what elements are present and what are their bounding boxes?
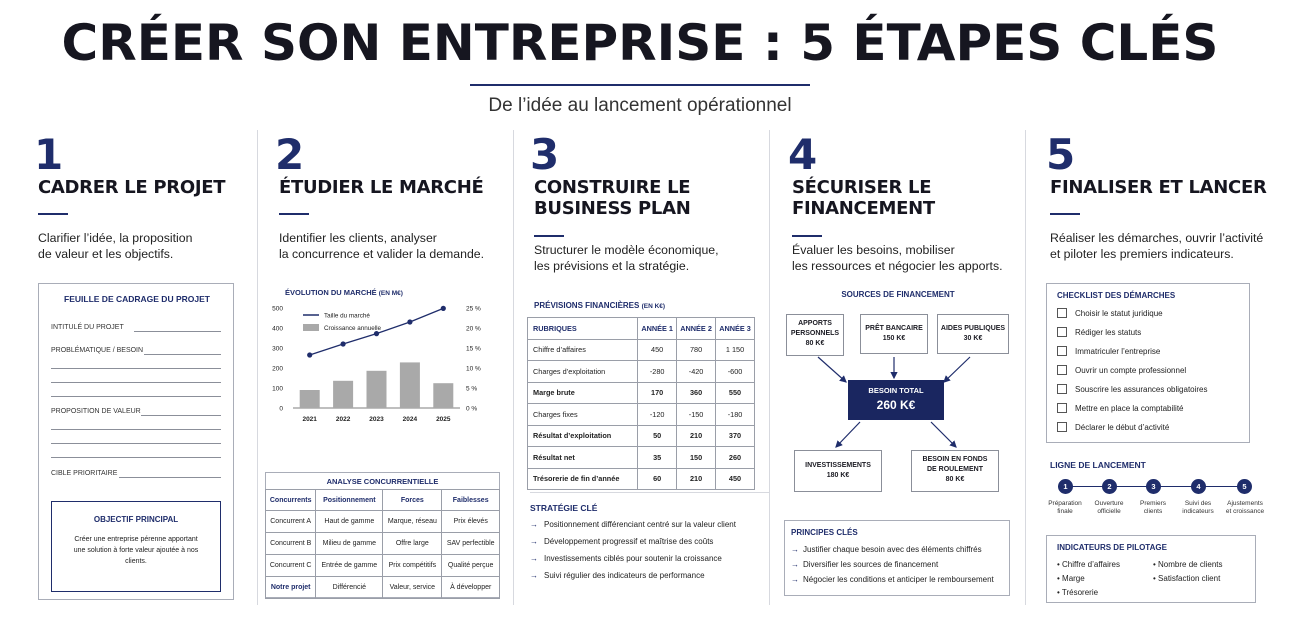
x-tick-label: 2023 xyxy=(369,416,384,423)
arrow-right-icon: → xyxy=(530,520,538,529)
cell: 170 xyxy=(638,382,677,404)
use-box xyxy=(911,450,999,492)
objective-text: Créer une entreprise pérenne apportant une solution à forte valeur ajoutée à nos clients. xyxy=(73,536,199,565)
step-number: 2 xyxy=(275,130,305,179)
cell: SAV perfectible xyxy=(442,533,500,555)
table-row xyxy=(266,511,500,533)
strategy-item-text: Positionnement différenciant centré sur la valeur client xyxy=(544,520,736,529)
cell: Notre projet xyxy=(266,577,316,599)
step-number: 4 xyxy=(788,130,818,179)
competition-title: ANALYSE CONCURRENTIELLE xyxy=(326,477,439,486)
title-underline xyxy=(470,84,810,86)
timeline-step: 3 xyxy=(1146,479,1161,494)
checkbox[interactable] xyxy=(1057,403,1067,413)
cell: Prix élevés xyxy=(442,511,500,533)
competition-table xyxy=(265,489,500,599)
cell: 450 xyxy=(716,468,755,490)
cell: 150 xyxy=(677,447,716,469)
x-tick-label: 2022 xyxy=(335,416,351,423)
step-title-rule xyxy=(38,213,68,215)
cell: 550 xyxy=(716,382,755,404)
indicator-text: Trésorerie xyxy=(1061,588,1099,597)
checklist-label: Choisir le statut juridique xyxy=(1075,309,1163,318)
field-line[interactable] xyxy=(51,382,221,383)
source-value: 150 K€ xyxy=(882,335,906,342)
total-value: 260 K€ xyxy=(876,398,916,412)
step-5-column xyxy=(1046,130,1296,630)
cell: 1 150 xyxy=(716,339,755,361)
chart-title-text: ÉVOLUTION DU MARCHÉ xyxy=(285,288,379,297)
step-title-rule xyxy=(1050,213,1080,215)
step-title-rule xyxy=(534,235,564,237)
principle-item xyxy=(791,575,994,584)
step-title: CADRER LE PROJET xyxy=(38,177,226,198)
y-tick-label: 500 xyxy=(272,305,283,313)
indicator-text: Nombre de clients xyxy=(1158,560,1223,569)
forecast-unit: (EN K€) xyxy=(641,303,666,310)
page-title: CRÉER SON ENTREPRISE : 5 ÉTAPES CLÉS xyxy=(61,14,1219,72)
y2-tick-label: 0 % xyxy=(466,405,478,413)
timeline-step-label: Ouverture officielle xyxy=(1094,500,1124,515)
legend-label: Croissance annuelle xyxy=(324,325,382,332)
cell: 780 xyxy=(677,339,716,361)
indicator-text: Satisfaction client xyxy=(1158,574,1221,583)
cell: Valeur, service xyxy=(383,577,442,599)
strategy-title: STRATÉGIE CLÉ xyxy=(530,503,598,513)
cell: Entrée de gamme xyxy=(316,555,383,577)
arrow-right-icon: → xyxy=(791,575,799,584)
field-line[interactable] xyxy=(51,368,221,369)
checklist-item[interactable] xyxy=(1057,365,1186,375)
arrow-right-icon: → xyxy=(791,560,799,569)
step-description: Réaliser les démarches, ouvrir l’activité et piloter les premiers indicateurs. xyxy=(1050,231,1264,261)
principle-text: Diversifier les sources de financement xyxy=(803,560,939,569)
indicator-text: Marge xyxy=(1062,574,1085,583)
strategy-item-text: Investissements ciblés pour soutenir la croissance xyxy=(544,554,722,563)
cell: 260 xyxy=(716,447,755,469)
col-header: Concurrents xyxy=(266,490,316,511)
cell: 60 xyxy=(638,468,677,490)
cell: 35 xyxy=(638,447,677,469)
step-title-rule xyxy=(279,213,309,215)
cell: Concurrent A xyxy=(266,511,316,533)
cell: Prix compétitifs xyxy=(383,555,442,577)
source-label: APPORTS PERSONNELS xyxy=(790,320,840,337)
cell: -180 xyxy=(716,404,755,426)
x-tick-label: 2024 xyxy=(402,416,418,423)
step-title: FINALISER ET LANCER xyxy=(1050,177,1267,198)
field-line[interactable] xyxy=(51,396,221,397)
timeline-step: 1 xyxy=(1058,479,1073,494)
timeline-step-label: Préparation finale xyxy=(1048,500,1082,515)
strategy-item xyxy=(530,554,722,563)
checkbox[interactable] xyxy=(1057,365,1067,375)
bar xyxy=(400,362,420,408)
checklist-item[interactable] xyxy=(1057,422,1169,432)
table-row xyxy=(528,468,755,490)
field-label: PROPOSITION DE VALEUR xyxy=(51,408,141,415)
step-number: 1 xyxy=(34,130,64,179)
checklist-box xyxy=(1046,283,1250,443)
use-value: 80 K€ xyxy=(945,476,965,483)
data-point xyxy=(341,341,346,346)
indicators-title: INDICATEURS DE PILOTAGE xyxy=(1057,543,1167,552)
table-row xyxy=(528,361,755,383)
source-value: 30 K€ xyxy=(963,335,983,342)
cell: 360 xyxy=(677,382,716,404)
total-need-box xyxy=(848,380,944,420)
page-subtitle: De l’idée au lancement opérationnel xyxy=(488,95,792,116)
y2-tick-label: 20 % xyxy=(466,325,481,333)
checkbox[interactable] xyxy=(1057,422,1067,432)
forecast-title-text: PRÉVISIONS FINANCIÈRES xyxy=(534,301,640,310)
cell: 210 xyxy=(677,425,716,447)
principle-item xyxy=(791,560,938,569)
strategy-item xyxy=(530,520,736,529)
use-box xyxy=(794,450,882,492)
arrow-right-icon: → xyxy=(530,571,538,580)
cell: -150 xyxy=(677,404,716,426)
y2-tick-label: 25 % xyxy=(466,305,481,313)
market-chart xyxy=(272,286,505,456)
y2-tick-label: 5 % xyxy=(466,385,478,393)
field-line[interactable] xyxy=(119,477,221,478)
cell: Haut de gamme xyxy=(316,511,383,533)
y-tick-label: 100 xyxy=(272,385,283,393)
checklist-label: Souscrire les assurances obligatoires xyxy=(1075,385,1208,394)
col-header: Positionnement xyxy=(316,490,383,511)
timeline-title: LIGNE DE LANCEMENT xyxy=(1050,460,1146,470)
col-header: ANNÉE 2 xyxy=(677,318,716,340)
indicator-item: • Trésorerie xyxy=(1057,588,1099,597)
indicator-item: • Nombre de clients xyxy=(1153,560,1223,569)
step-1-column xyxy=(34,130,284,630)
use-value: 180 K€ xyxy=(826,472,850,479)
checkbox[interactable] xyxy=(1057,346,1067,356)
timeline-step: 2 xyxy=(1102,479,1117,494)
strategy-item xyxy=(530,571,705,580)
step-description: Identifier les clients, analyser la concurrence et valider la demande. xyxy=(279,231,485,261)
field-label: CIBLE PRIORITAIRE xyxy=(51,470,118,477)
arrow-right-icon: → xyxy=(530,537,538,546)
cell: -280 xyxy=(638,361,677,383)
cell: Milieu de gamme xyxy=(316,533,383,555)
step-description: Évaluer les besoins, mobiliser les ressources et négocier les apports. xyxy=(792,243,1003,273)
col-header: Faiblesses xyxy=(442,490,500,511)
col-header: RUBRIQUES xyxy=(528,318,638,340)
y2-tick-label: 15 % xyxy=(466,345,481,353)
timeline-step-label: Suivi des indicateurs xyxy=(1182,500,1214,515)
table-row xyxy=(528,382,755,404)
forecast-table xyxy=(527,317,755,490)
cell: 50 xyxy=(638,425,677,447)
cell: Marque, réseau xyxy=(383,511,442,533)
objective-box xyxy=(51,501,221,592)
cell: Charges d’exploitation xyxy=(528,361,638,383)
field-line[interactable] xyxy=(51,429,221,430)
arrow-right-icon: → xyxy=(791,545,799,554)
checkbox[interactable] xyxy=(1057,327,1067,337)
field-line[interactable] xyxy=(144,354,221,355)
field-label: PROBLÉMATIQUE / BESOIN xyxy=(51,347,144,354)
step-title-rule xyxy=(792,235,822,237)
legend-label: Taille du marché xyxy=(324,312,370,320)
checklist-item[interactable] xyxy=(1057,403,1184,413)
cadrage-sheet xyxy=(38,283,234,600)
checklist-label: Mettre en place la comptabilité xyxy=(1075,404,1184,413)
cadrage-title: FEUILLE DE CADRAGE DU PROJET xyxy=(64,294,210,304)
source-box xyxy=(937,314,1009,354)
legend-bar-swatch xyxy=(303,324,319,331)
step-description: Structurer le modèle économique, les prévisions et la stratégie. xyxy=(534,243,719,273)
chart-title-unit: (EN M€) xyxy=(378,290,403,297)
col-header: ANNÉE 1 xyxy=(638,318,677,340)
objective-title: OBJECTIF PRINCIPAL xyxy=(93,515,179,524)
checkbox[interactable] xyxy=(1057,384,1067,394)
table-row xyxy=(528,404,755,426)
cell: 370 xyxy=(716,425,755,447)
y-tick-label: 0 xyxy=(279,405,283,413)
y-tick-label: 300 xyxy=(272,345,283,353)
field-line[interactable] xyxy=(51,457,221,458)
cell: Charges fixes xyxy=(528,404,638,426)
field-label: INTITULÉ DU PROJET xyxy=(51,324,124,331)
step-2-column xyxy=(269,130,525,630)
principle-text: Négocier les conditions et anticiper le remboursement xyxy=(803,575,994,584)
cell: Offre large xyxy=(383,533,442,555)
source-label: AIDES PUBLIQUES xyxy=(940,325,1006,332)
cell: Concurrent B xyxy=(266,533,316,555)
checklist-item[interactable] xyxy=(1057,384,1208,394)
bar xyxy=(333,381,353,408)
bar xyxy=(433,383,453,408)
x-tick-label: 2021 xyxy=(302,416,317,423)
source-value: 80 K€ xyxy=(805,340,825,347)
cell: Différencié xyxy=(316,577,383,599)
use-label: BESOIN EN FONDS DE ROULEMENT xyxy=(922,456,988,473)
cell: À développer xyxy=(442,577,500,599)
field-line[interactable] xyxy=(141,415,221,416)
principle-text: Justifier chaque besoin avec des éléments chiffrés xyxy=(803,545,982,554)
y-tick-label: 200 xyxy=(272,365,283,373)
data-point xyxy=(407,319,412,324)
cell: Résultat net xyxy=(528,447,638,469)
x-tick-label: 2025 xyxy=(436,416,451,423)
table-row xyxy=(266,577,500,599)
step-4-column xyxy=(788,130,1038,630)
step-title: CONSTRUIRE LE BUSINESS PLAN xyxy=(534,177,691,219)
cell: Chiffre d’affaires xyxy=(528,339,638,361)
bar xyxy=(367,371,387,408)
step-number: 5 xyxy=(1046,130,1076,179)
col-header: ANNÉE 3 xyxy=(716,318,755,340)
col-header: Forces xyxy=(383,490,442,511)
timeline-step: 5 xyxy=(1237,479,1252,494)
principle-item xyxy=(791,545,982,554)
chart-title xyxy=(285,288,403,297)
arrow-right-icon: → xyxy=(530,554,538,563)
y2-tick-label: 10 % xyxy=(466,365,481,373)
cell: -600 xyxy=(716,361,755,383)
checklist-item[interactable] xyxy=(1057,327,1141,337)
table-row xyxy=(266,555,500,577)
indicator-item: • Satisfaction client xyxy=(1153,574,1221,583)
bar xyxy=(300,390,320,408)
table-row xyxy=(528,447,755,469)
total-label: BESOIN TOTAL xyxy=(868,386,924,395)
cell: -420 xyxy=(677,361,716,383)
checklist-item[interactable] xyxy=(1057,346,1160,356)
field-line[interactable] xyxy=(51,443,221,444)
checklist-label: Rédiger les statuts xyxy=(1075,328,1142,337)
competition-analysis xyxy=(265,472,500,598)
cell: -120 xyxy=(638,404,677,426)
checklist-label: Immatriculer l’entreprise xyxy=(1075,347,1161,356)
indicators-box xyxy=(1046,535,1256,603)
cell: Marge brute xyxy=(528,382,638,404)
table-row xyxy=(528,425,755,447)
field-line[interactable] xyxy=(134,331,221,332)
strategy-item-text: Suivi régulier des indicateurs de performance xyxy=(544,571,705,580)
timeline-step: 4 xyxy=(1191,479,1206,494)
cell: Concurrent C xyxy=(266,555,316,577)
use-label: INVESTISSEMENTS xyxy=(805,462,871,469)
step-number: 3 xyxy=(530,130,560,179)
step-3-column xyxy=(530,130,780,630)
timeline-step-label: Premiers clients xyxy=(1139,500,1166,515)
cell: Résultat d’exploitation xyxy=(528,425,638,447)
strategy-item-text: Développement progressif et maîtrise des coûts xyxy=(544,537,714,546)
divider xyxy=(530,492,770,493)
cell: 210 xyxy=(677,468,716,490)
y-tick-label: 400 xyxy=(272,325,283,333)
forecast-title xyxy=(534,301,665,310)
checkbox[interactable] xyxy=(1057,308,1067,318)
financing-title: SOURCES DE FINANCEMENT xyxy=(841,290,955,299)
indicator-item: • Marge xyxy=(1057,574,1085,583)
table-row xyxy=(266,533,500,555)
checklist-label: Ouvrir un compte professionnel xyxy=(1075,366,1187,375)
cell: Qualité perçue xyxy=(442,555,500,577)
source-label: PRÊT BANCAIRE xyxy=(865,325,923,332)
source-box xyxy=(786,314,844,356)
strategy-item xyxy=(530,537,713,546)
step-title: ÉTUDIER LE MARCHÉ xyxy=(279,177,484,198)
indicator-item: • Chiffre d’affaires xyxy=(1057,560,1120,569)
table-row xyxy=(528,339,755,361)
checklist-label: Déclarer le début d’activité xyxy=(1075,423,1170,432)
cell: 450 xyxy=(638,339,677,361)
checklist-item[interactable] xyxy=(1057,308,1163,318)
data-point xyxy=(441,306,446,311)
cell: Trésorerie de fin d’année xyxy=(528,468,638,490)
step-description: Clarifier l’idée, la proposition de valeur et les objectifs. xyxy=(38,231,193,261)
timeline-step-label: Ajustements et croissance xyxy=(1225,500,1265,515)
step-title: SÉCURISER LE FINANCEMENT xyxy=(792,177,935,219)
principles-title: PRINCIPES CLÉS xyxy=(791,528,858,537)
data-point xyxy=(307,352,312,357)
checklist-title: CHECKLIST DES DÉMARCHES xyxy=(1057,291,1176,300)
indicator-text: Chiffre d’affaires xyxy=(1062,560,1120,569)
principles-box xyxy=(784,520,1010,596)
source-box xyxy=(860,314,928,354)
